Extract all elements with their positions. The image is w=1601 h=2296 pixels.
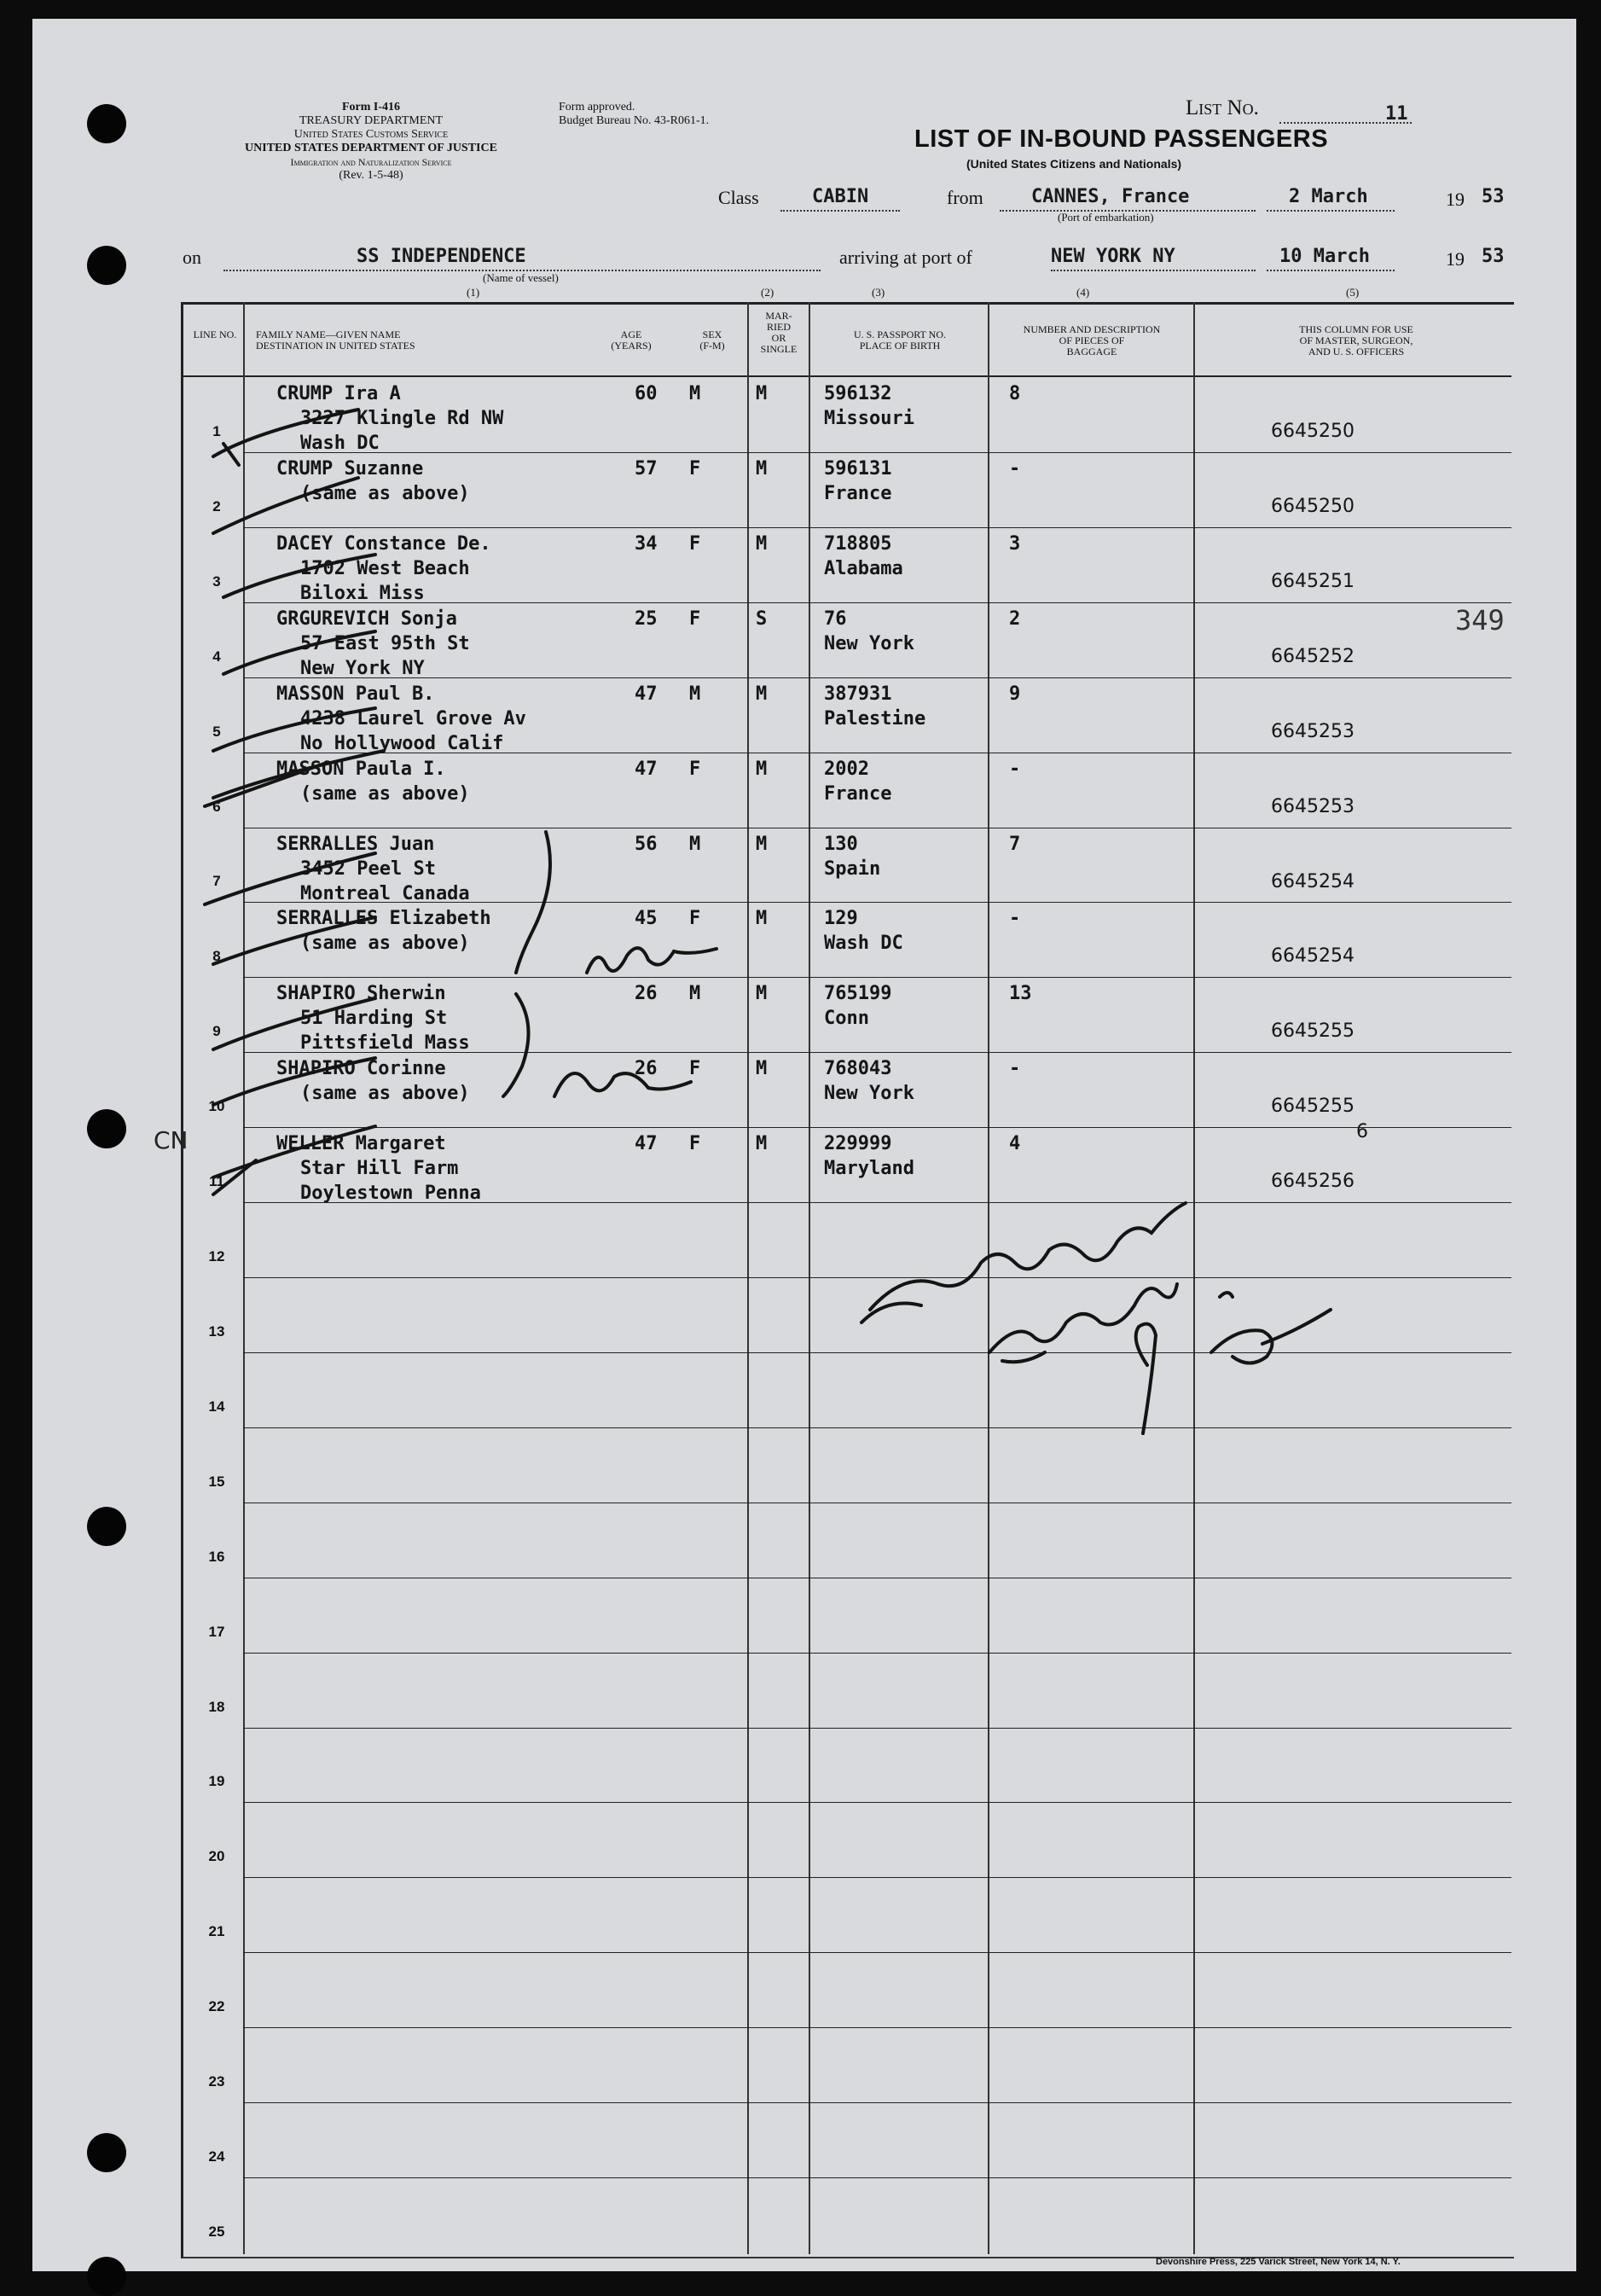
passenger-address-line1: (same as above)	[300, 933, 470, 954]
baggage-count: -	[1009, 1058, 1021, 1079]
vessel-name: SS INDEPENDENCE	[357, 246, 526, 267]
baggage-count: -	[1009, 759, 1021, 780]
line-number: 11	[209, 1173, 224, 1189]
passenger-age: 47	[635, 683, 658, 705]
place-of-birth: France	[824, 483, 892, 504]
treasury-department: TREASURY DEPARTMENT	[299, 114, 444, 127]
officer-ledger-number: 6645252	[1271, 646, 1354, 667]
baggage-count: 4	[1009, 1133, 1021, 1154]
passenger-marital-status: M	[756, 683, 768, 705]
passport-number: 2002	[824, 759, 869, 780]
header-name-line2: DESTINATION IN UNITED STATES	[256, 340, 415, 352]
margin-number: 349	[1455, 604, 1505, 636]
place-of-birth: Maryland	[824, 1158, 914, 1179]
customs-service: United States Customs Service	[293, 128, 449, 141]
header-married-line1: MAR-	[765, 310, 792, 322]
header-married-line2: RIED	[767, 321, 791, 333]
header-age-line2: (YEARS)	[611, 340, 652, 352]
officer-ledger-number: 6645254	[1271, 871, 1354, 892]
place-of-birth: Wash DC	[824, 933, 903, 954]
passenger-marital-status: S	[756, 608, 768, 630]
passenger-name: SHAPIRO Sherwin	[276, 983, 446, 1004]
signature-scribble	[1262, 1310, 1331, 1344]
from-value: CANNES, France	[1031, 186, 1190, 207]
check-mark	[213, 1160, 256, 1195]
initials-scribble	[554, 1073, 691, 1096]
arrival-date: 10 March	[1279, 246, 1370, 267]
header-passport-line1: U. S. PASSPORT NO.	[854, 328, 946, 340]
line-number: 10	[208, 1098, 225, 1114]
passenger-age: 47	[635, 759, 658, 780]
passenger-sex: F	[689, 1058, 701, 1079]
col-number-5: (5)	[1346, 286, 1360, 299]
check-mark	[223, 555, 375, 597]
line-number: 25	[208, 2223, 225, 2240]
passenger-name: GRGUREVICH Sonja	[276, 608, 457, 630]
header-married-line4: SINGLE	[760, 343, 798, 355]
depart-date: 2 March	[1289, 186, 1368, 207]
passenger-marital-status: M	[756, 908, 768, 929]
signature-scribble	[870, 1203, 1186, 1310]
baggage-count: 9	[1009, 683, 1021, 705]
list-no-label: List No.	[1186, 96, 1259, 119]
header-married-line3: OR	[771, 332, 786, 344]
passenger-age: 26	[635, 983, 658, 1004]
passenger-age: 25	[635, 608, 658, 630]
passenger-marital-status: M	[756, 834, 768, 855]
passenger-marital-status: M	[756, 759, 768, 780]
passenger-age: 60	[635, 383, 658, 404]
passenger-address-line2: Montreal Canada	[300, 883, 470, 904]
passenger-address-line1: 4238 Laurel Grove Av	[300, 708, 526, 729]
passenger-address-line1: 1702 West Beach	[300, 558, 470, 579]
officer-ledger-number: 6645256	[1271, 1171, 1354, 1192]
officer-ledger-number: 6645253	[1271, 796, 1354, 817]
passenger-name: CRUMP Ira A	[276, 383, 401, 404]
form-revision: (Rev. 1-5-48)	[339, 169, 403, 182]
passenger-address-line1: 51 Harding St	[300, 1008, 448, 1029]
baggage-count: 13	[1009, 983, 1032, 1004]
passport-number: 76	[824, 608, 847, 630]
check-mark	[213, 1058, 375, 1105]
passport-number: 129	[824, 908, 858, 929]
list-title: LIST OF IN-BOUND PASSENGERS	[914, 125, 1329, 153]
col-number-2: (2)	[761, 286, 774, 299]
passenger-address-line2: No Hollywood Calif	[300, 733, 504, 754]
line-number: 7	[212, 873, 221, 889]
line-number: 18	[208, 1699, 225, 1715]
passenger-name: SERRALLES Elizabeth	[276, 908, 491, 929]
line-number: 16	[208, 1549, 225, 1565]
officer-ledger-number: 6645253	[1271, 721, 1354, 742]
form-number: Form I-416	[341, 101, 401, 113]
passenger-marital-status: M	[756, 458, 768, 480]
passenger-address-line2: Biloxi Miss	[300, 583, 425, 604]
passenger-name: DACEY Constance De.	[276, 533, 491, 555]
vessel-caption: (Name of vessel)	[483, 271, 559, 284]
passenger-name: WELLER Margaret	[276, 1133, 446, 1154]
passenger-name: SHAPIRO Corinne	[276, 1058, 446, 1079]
passenger-name: SERRALLES Juan	[276, 834, 435, 855]
col-number-4: (4)	[1076, 286, 1090, 299]
passenger-address-line2: Pittsfield Mass	[300, 1032, 470, 1054]
header-baggage-line1: NUMBER AND DESCRIPTION	[1023, 323, 1161, 335]
arrival-port: NEW YORK NY	[1051, 246, 1175, 267]
line-number: 5	[212, 724, 221, 740]
passenger-address-line1: 57 East 95th St	[300, 633, 470, 654]
on-label: on	[183, 247, 201, 268]
passenger-marital-status: M	[756, 1133, 768, 1154]
check-mark	[213, 917, 375, 964]
passenger-sex: F	[689, 759, 701, 780]
line-number: 24	[208, 2148, 225, 2165]
line-number: 21	[208, 1923, 225, 1939]
line-number: 19	[208, 1773, 225, 1789]
officer-ledger-number: 6645250	[1271, 496, 1354, 517]
line-number: 13	[208, 1323, 225, 1340]
place-of-birth: Palestine	[824, 708, 926, 729]
passenger-marital-status: M	[756, 533, 768, 555]
passenger-sex: F	[689, 458, 701, 480]
signature-scribble	[1136, 1324, 1156, 1433]
line-number: 9	[212, 1023, 221, 1039]
header-line-no-text: LINE NO.	[193, 328, 237, 340]
passenger-age: 57	[635, 458, 658, 480]
header-officers-line1: THIS COLUMN FOR USE	[1299, 323, 1413, 335]
header-officers-line3: AND U. S. OFFICERS	[1308, 346, 1405, 357]
baggage-count: 3	[1009, 533, 1021, 555]
check-mark	[205, 764, 324, 806]
passenger-address-line2: Wash DC	[300, 433, 380, 454]
passport-number: 765199	[824, 983, 892, 1004]
passport-number: 130	[824, 834, 858, 855]
passenger-sex: M	[689, 834, 701, 855]
class-value: CABIN	[812, 186, 869, 207]
passenger-age: 45	[635, 908, 658, 929]
signature-scribble	[1002, 1352, 1045, 1362]
passenger-address-line1: (same as above)	[300, 783, 470, 805]
place-of-birth: Alabama	[824, 558, 903, 579]
bracket-mark	[516, 832, 550, 973]
baggage-count: -	[1009, 908, 1021, 929]
passport-number: 387931	[824, 683, 892, 705]
line-number: 14	[208, 1398, 225, 1415]
place-of-birth: Conn	[824, 1008, 869, 1029]
header-sex-line1: SEX	[702, 328, 722, 340]
line-number: 8	[212, 948, 221, 964]
signature-scribble	[989, 1284, 1177, 1352]
check-mark	[213, 478, 358, 533]
list-subtitle: (United States Citizens and Nationals)	[966, 157, 1182, 171]
officer-ledger-number: 6645255	[1271, 1020, 1354, 1042]
margin-initials: CN	[154, 1126, 189, 1154]
passenger-name: CRUMP Suzanne	[276, 458, 424, 480]
passenger-sex: F	[689, 533, 701, 555]
budget-bureau: Budget Bureau No. 43-R061-1.	[559, 114, 710, 127]
check-mark	[213, 998, 375, 1049]
initials-scribble	[587, 948, 716, 973]
header-baggage-line3: BAGGAGE	[1066, 346, 1117, 357]
passport-number: 718805	[824, 533, 892, 555]
form-approved: Form approved.	[559, 101, 635, 113]
passenger-address-line1: (same as above)	[300, 483, 470, 504]
passenger-age: 56	[635, 834, 658, 855]
passenger-marital-status: M	[756, 983, 768, 1004]
passenger-age: 34	[635, 533, 658, 555]
ledger-overwrite-digit: 6	[1356, 1121, 1368, 1142]
place-of-birth: Spain	[824, 858, 881, 880]
passenger-marital-status: M	[756, 1058, 768, 1079]
list-no-value: 11	[1385, 103, 1408, 125]
header-name-line1: FAMILY NAME—GIVEN NAME	[256, 328, 401, 340]
passenger-sex: M	[689, 383, 701, 404]
passenger-sex: F	[689, 608, 701, 630]
officer-ledger-number: 6645251	[1271, 571, 1354, 592]
header-age-line1: AGE	[620, 328, 642, 340]
passenger-sex: F	[689, 1133, 701, 1154]
check-mark	[213, 410, 358, 456]
place-of-birth: New York	[824, 633, 914, 654]
immigration-service: Immigration and Naturalization Service	[290, 156, 452, 168]
line-number: 2	[212, 498, 221, 514]
header-baggage-line2: OF PIECES OF	[1059, 334, 1125, 346]
passenger-age: 47	[635, 1133, 658, 1154]
col-number-3: (3)	[872, 286, 885, 299]
arrival-year: 53	[1482, 246, 1505, 267]
baggage-count: 7	[1009, 834, 1021, 855]
passenger-name: MASSON Paul B.	[276, 683, 435, 705]
line-number: 22	[208, 1998, 225, 2014]
printer-footer: Devonshire Press, 225 Varick Street, New York 14, N. Y.	[1156, 2257, 1401, 2267]
officer-ledger-number: 6645250	[1271, 421, 1354, 442]
signature-scribble	[1220, 1293, 1233, 1297]
line-number: 15	[208, 1474, 225, 1490]
passenger-address-line1: Star Hill Farm	[300, 1158, 459, 1179]
officer-ledger-number: 6645255	[1271, 1096, 1354, 1117]
baggage-count: 8	[1009, 383, 1021, 404]
passenger-address-line1: (same as above)	[300, 1083, 470, 1104]
arriving-label: arriving at port of	[839, 247, 972, 268]
depart-year: 53	[1482, 186, 1505, 207]
port-caption: (Port of embarkation)	[1058, 211, 1154, 224]
check-mark	[205, 853, 375, 904]
passport-number: 229999	[824, 1133, 892, 1154]
check-mark	[223, 631, 375, 674]
place-of-birth: New York	[824, 1083, 914, 1104]
line-number: 4	[212, 648, 221, 665]
line-number: 20	[208, 1848, 225, 1864]
passport-number: 596132	[824, 383, 892, 404]
signature-scribble	[1211, 1330, 1272, 1363]
line-number: 12	[208, 1248, 225, 1264]
passenger-sex: M	[689, 683, 701, 705]
check-mark	[213, 708, 375, 751]
bracket-mark	[503, 994, 529, 1096]
check-mark	[213, 1126, 375, 1177]
baggage-count: -	[1009, 458, 1021, 480]
line-number: 6	[212, 799, 221, 815]
passenger-address-line1: 3227 Klingle Rd NW	[300, 408, 504, 429]
passenger-marital-status: M	[756, 383, 768, 404]
passenger-address-line2: New York NY	[300, 658, 425, 679]
place-of-birth: Missouri	[824, 408, 914, 429]
passenger-age: 26	[635, 1058, 658, 1079]
header-officers-line2: OF MASTER, SURGEON,	[1299, 334, 1413, 346]
col-number-1: (1)	[467, 286, 480, 299]
justice-department: UNITED STATES DEPARTMENT OF JUSTICE	[245, 142, 497, 154]
arrive-year-prefix: 19	[1446, 248, 1465, 270]
class-label: Class	[718, 187, 759, 208]
from-label: from	[947, 187, 983, 208]
line-number: 17	[208, 1624, 225, 1640]
passenger-address-line2: Doylestown Penna	[300, 1183, 481, 1204]
passenger-name: MASSON Paula I.	[276, 759, 446, 780]
depart-year-prefix: 19	[1446, 189, 1465, 210]
baggage-count: 2	[1009, 608, 1021, 630]
place-of-birth: France	[824, 783, 892, 805]
passenger-sex: M	[689, 983, 701, 1004]
line-number: 1	[212, 423, 221, 439]
passenger-address-line1: 3452 Peel St	[300, 858, 436, 880]
officer-ledger-number: 6645254	[1271, 945, 1354, 967]
header-sex-line2: (F-M)	[699, 340, 725, 352]
signature-scribble	[861, 1304, 921, 1323]
header-passport-line2: PLACE OF BIRTH	[859, 340, 941, 352]
passport-number: 596131	[824, 458, 892, 480]
line-number: 23	[208, 2073, 225, 2090]
line-number: 3	[212, 573, 221, 590]
passenger-sex: F	[689, 908, 701, 929]
passport-number: 768043	[824, 1058, 892, 1079]
